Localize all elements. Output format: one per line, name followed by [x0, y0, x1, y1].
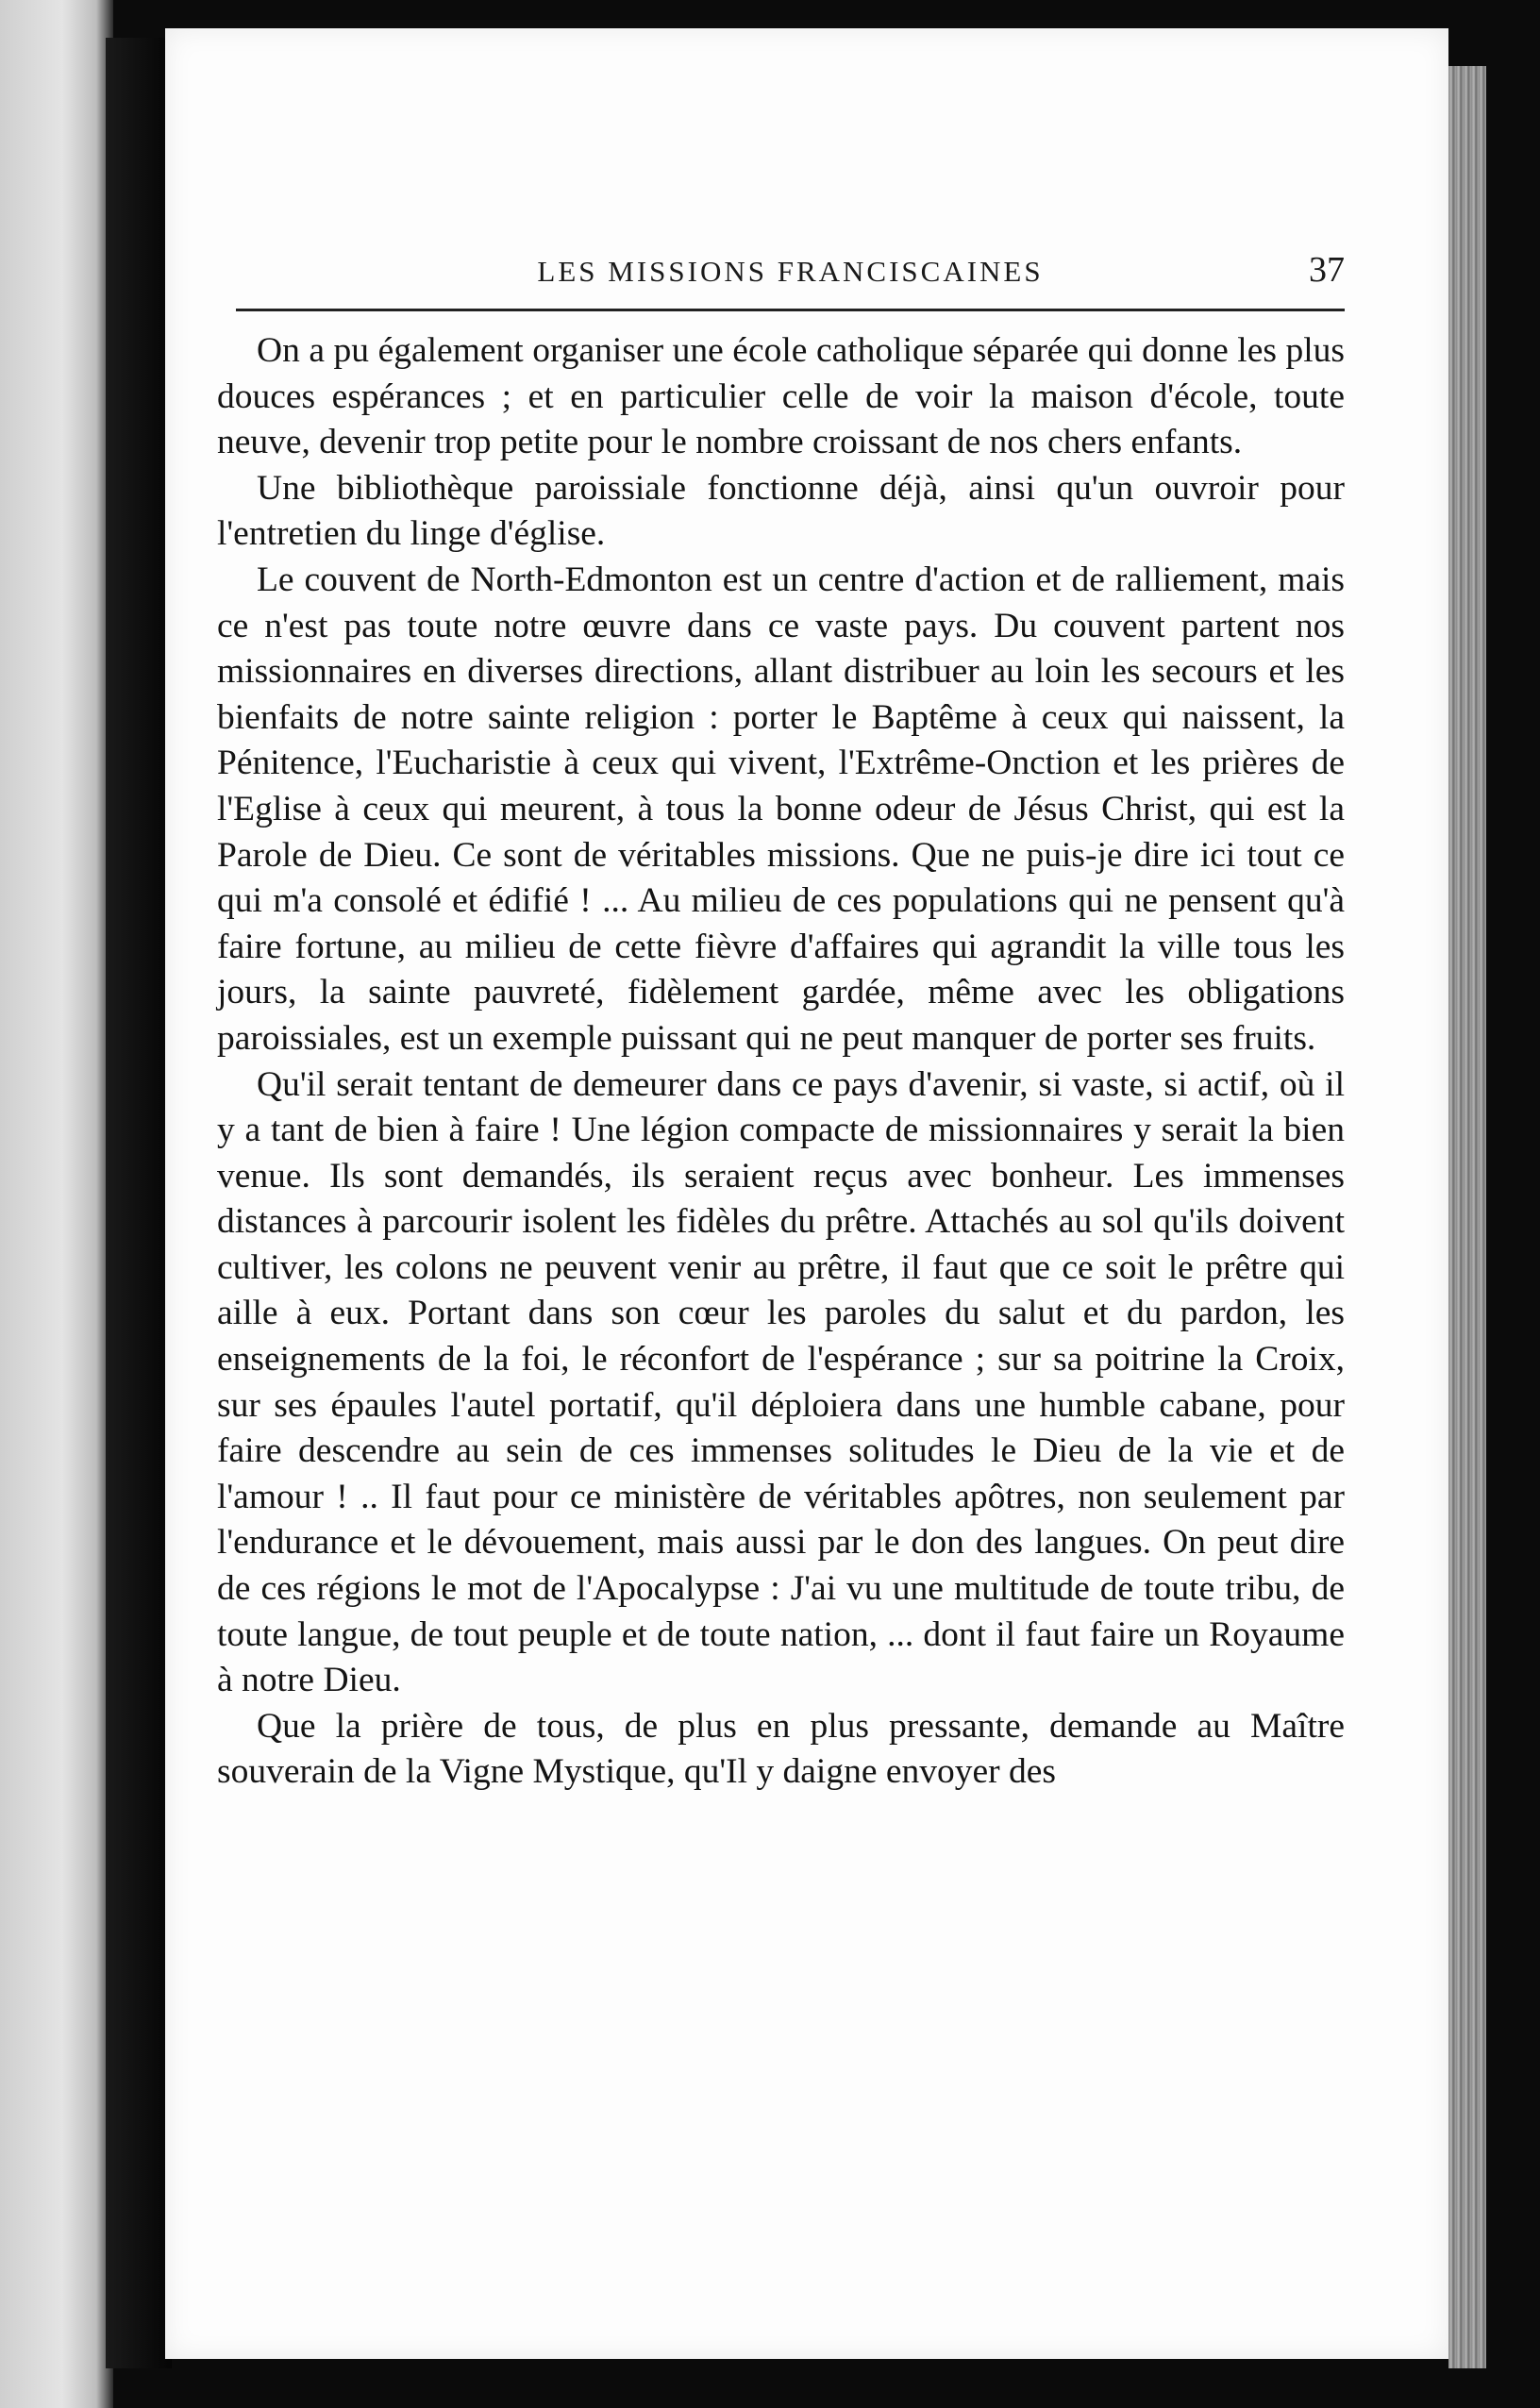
gutter-shadow	[106, 38, 172, 2368]
book-page	[165, 28, 1448, 2359]
paragraph: Que la prière de tous, de plus en plus pressante, demande au Maître souverain de la Vigne Mystique, qu'Il y daigne envoyer des	[217, 1706, 1345, 1792]
paragraph: On a pu également organiser une école catholique séparée qui donne les plus douces espérances ; et en particulier celle de voir la maison d'école, toute neuve, devenir trop petite pour le nombre croissant de nos chers enfants.	[217, 331, 1345, 462]
paragraph: Le couvent de North-Edmonton est un centre d'action et de ralliement, mais ce n'est pas toute notre œuvre dans ce vaste pays. Du couvent partent nos missionnaires en diverses directions, allant distribuer au loin les secours et les bienfaits de notre sainte religion : porter le Baptême à ceux qui naissent, la Pénitence, l'Eucharistie à ceux qui vivent, l'Extrême-Onction et les prières de l'Eglise à ceux qui meurent, à tous la bonne odeur de Jésus Christ, qui est la Parole de Dieu. Ce sont de véritables missions. Que ne puis-je dire ici tout ce qui m'a consolé et édifié ! ... Au milieu de ces populations qui ne pensent qu'à faire fortune, au milieu de cette fièvre d'affaires qui agrandit la ville tous les jours, la sainte pauvreté, fidèlement gardée, même avec les obligations paroissiales, est un exemple puissant qui ne peut manquer de porter ses fruits.	[217, 560, 1345, 1058]
page-stack-edge	[1448, 66, 1486, 2368]
page-number: 37	[1309, 250, 1345, 290]
header-rule	[236, 309, 1345, 311]
running-header	[236, 236, 1345, 311]
previous-page-edge	[0, 0, 113, 2408]
body-text	[217, 328, 1345, 1796]
running-title: LES MISSIONS FRANCISCAINES	[537, 255, 1044, 288]
paragraph: Qu'il serait tentant de demeurer dans ce pays d'avenir, si vaste, si actif, où il y a tant de bien à faire ! Une légion compacte de missionnaires y serait la bien venue. Ils sont demandés, ils seraient reçus avec bonheur. Les immenses distances à parcourir isolent les fidèles du prêtre. Attachés au sol qu'ils doivent cultiver, les colons ne peuvent venir au prêtre, il faut que ce soit le prêtre qui aille à eux. Portant dans son cœur les paroles du salut et du pardon, les enseignements de la foi, le réconfort de l'espérance ; sur sa poitrine la Croix, sur ses épaules l'autel portatif, qu'il déploiera dans une humble cabane, pour faire descendre au sein de ces immenses solitudes le Dieu de la vie et de l'amour ! .. Il faut pour ce ministère de véritables apôtres, non seulement par l'endurance et le dévouement, mais aussi par le don des langues. On peut dire de ces régions le mot de l'Apocalypse : J'ai vu une multitude de toute tribu, de toute langue, de tout peuple et de toute nation, ... dont il faut faire un Royaume à notre Dieu.	[217, 1064, 1345, 1700]
paragraph: Une bibliothèque paroissiale fonctionne déjà, ainsi qu'un ouvroir pour l'entretien du linge d'église.	[217, 468, 1345, 554]
